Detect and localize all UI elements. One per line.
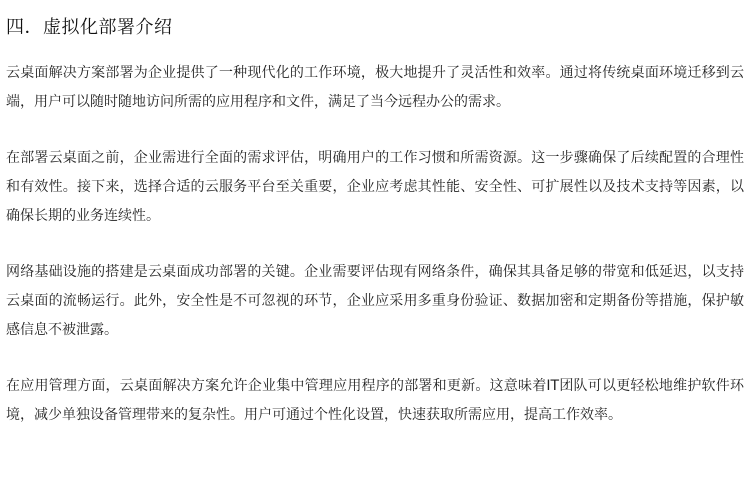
paragraph-assessment: 在部署云桌面之前，企业需进行全面的需求评估，明确用户的工作习惯和所需资源。这一步骤确保了后续配置的合理性和有效性。接下来，选择合适的云服务平台至关重要，企业应考虑其性能、安全性、可扩展性以及技术支持等因素，以确保长期的业务连续性。 xyxy=(6,150,744,224)
section-heading: 四．虚拟化部署介绍 xyxy=(6,17,173,38)
paragraph-app-management: 在应用管理方面，云桌面解决方案允许企业集中管理应用程序的部署和更新。这意味着IT团队可以更轻松地维护软件环境，减少单独设备管理带来的复杂性。用户可通过个性化设置，快速获取所需应用，提高工作效率。 xyxy=(6,378,744,423)
paragraph-network: 网络基础设施的搭建是云桌面成功部署的关键。企业需要评估现有网络条件，确保其具备足够的带宽和低延迟，以支持云桌面的流畅运行。此外，安全性是不可忽视的环节，企业应采用多重身份验证、数据加密和定期备份等措施，保护敏感信息不被泄露。 xyxy=(6,264,744,338)
paragraph-intro: 云桌面解决方案部署为企业提供了一种现代化的工作环境，极大地提升了灵活性和效率。通过将传统桌面环境迁移到云端，用户可以随时随地访问所需的应用程序和文件，满足了当今远程办公的需求。 xyxy=(6,65,744,110)
